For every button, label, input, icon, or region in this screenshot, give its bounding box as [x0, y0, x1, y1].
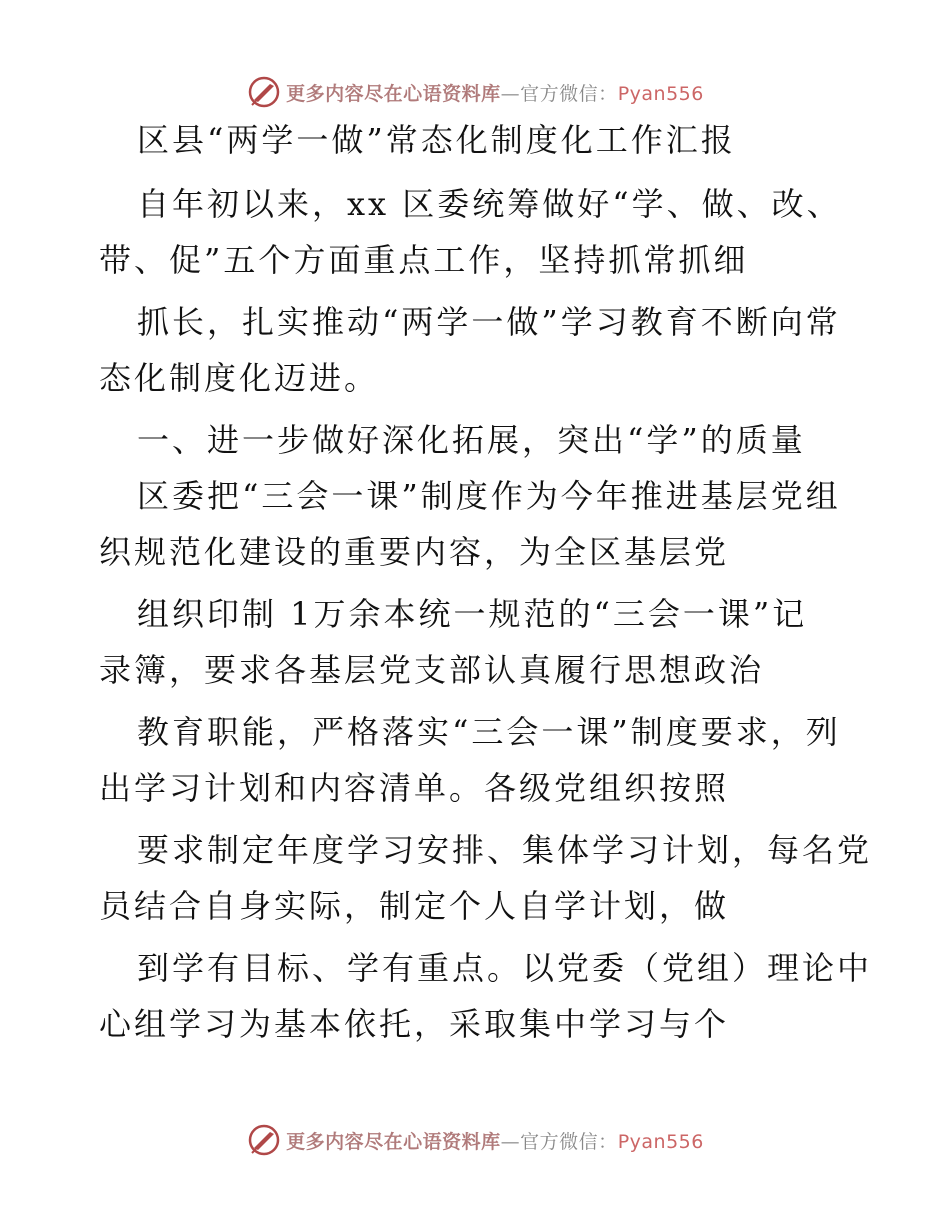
banner-text	[286, 79, 704, 106]
banner-dash: —	[500, 1130, 521, 1153]
banner-dash: —	[500, 82, 521, 105]
section-heading: 一、进一步做好深化拓展，突出“学”的质量	[137, 421, 806, 459]
text-line: 区委把“三会一课”制度作为今年推进基层党组	[137, 477, 841, 515]
banner-main: 更多内容尽在心语资料库	[286, 82, 501, 105]
text-line: 出学习计划和内容清单。各级党组织按照	[99, 769, 730, 807]
text-line: 织规范化建设的重要内容，为全区基层党	[99, 533, 730, 571]
banner-wechat-label: 官方微信：	[520, 1130, 618, 1153]
text-line: 录簿，要求各基层党支部认真履行思想政治	[99, 651, 765, 689]
text-line: 组织印制 1万余本统一规范的“三会一课”记	[137, 595, 808, 633]
banner-wechat-label: 官方微信：	[520, 82, 618, 105]
text-line: 心组学习为基本依托，采取集中学习与个	[99, 1005, 730, 1043]
text-line: 带、促”五个方面重点工作，坚持抓常抓细	[99, 241, 749, 279]
header-banner	[0, 72, 950, 112]
banner-wechat-id: Pyan556	[617, 1130, 704, 1153]
text-line: 抓长，扎实推动“两学一做”学习教育不断向常	[137, 303, 841, 341]
quill-logo-icon	[246, 1122, 282, 1158]
document-title: 区县“两学一做”常态化制度化工作汇报	[137, 121, 736, 159]
text-line: 教育职能，严格落实“三会一课”制度要求，列	[137, 713, 841, 751]
banner-main: 更多内容尽在心语资料库	[286, 1130, 501, 1153]
footer-banner	[0, 1120, 950, 1160]
text-line: 到学有目标、学有重点。以党委（党组）理论中	[137, 949, 873, 987]
quill-logo-icon	[246, 74, 282, 110]
text-line: 要求制定年度学习安排、集体学习计划，每名党	[137, 831, 873, 869]
banner-wechat-id: Pyan556	[617, 82, 704, 105]
text-line: 态化制度化迈进。	[99, 359, 380, 397]
banner-text	[286, 1127, 704, 1154]
text-line: 自年初以来，xx 区委统筹做好“学、做、改、	[137, 185, 842, 223]
text-line: 员结合自身实际，制定个人自学计划，做	[99, 887, 730, 925]
